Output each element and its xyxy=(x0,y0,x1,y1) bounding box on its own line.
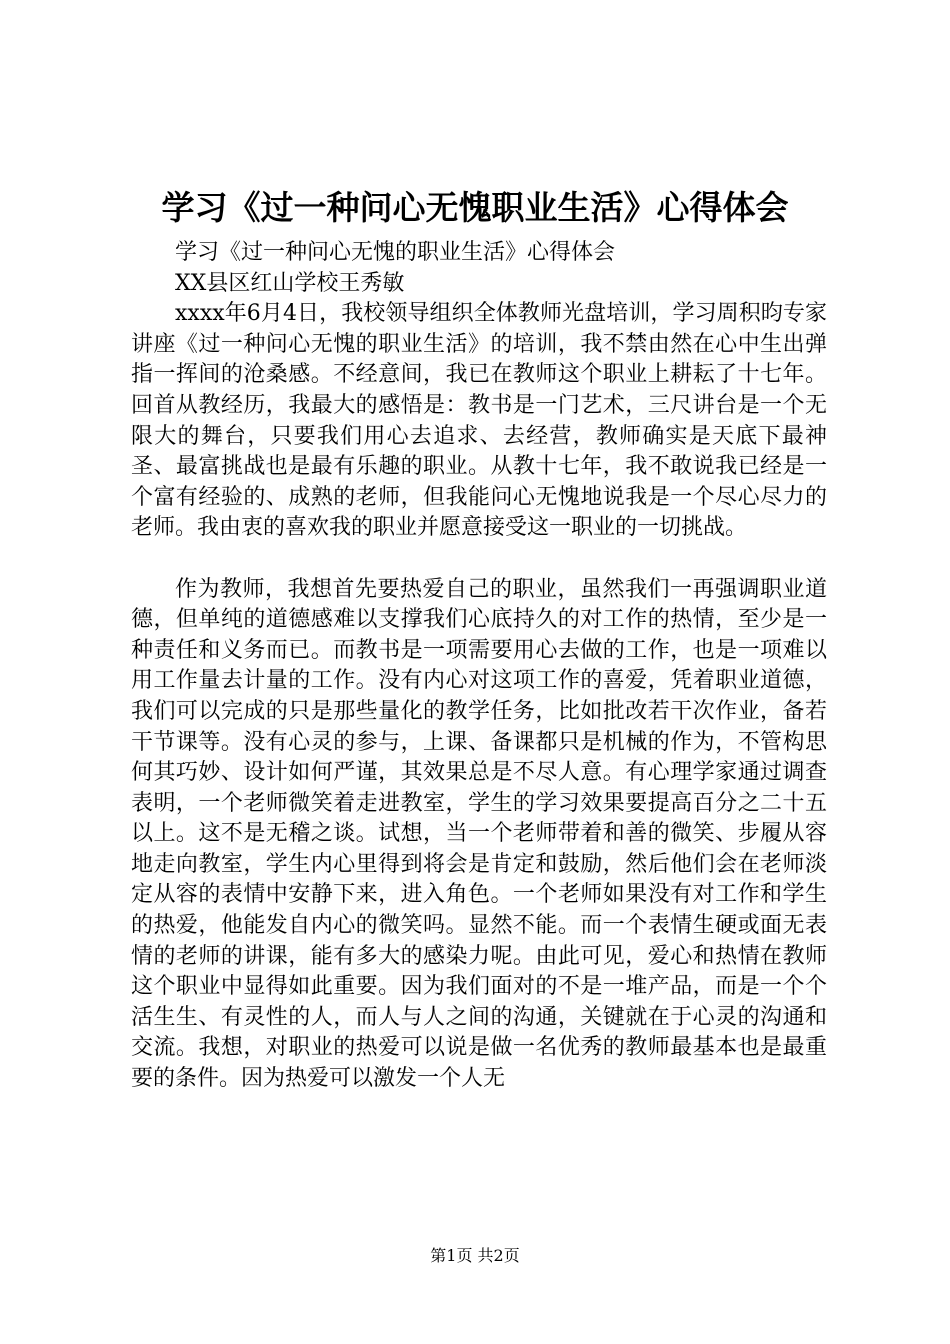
subtitle-line: 学习《过一种问心无愧的职业生活》心得体会 xyxy=(175,240,616,265)
paragraph-intro: xxxx年6月4日，我校领导组织全体教师光盘培训，学习周积昀专家讲座《过一种问心无愧的职业生活》的培训，我不禁由然在心中生出弹指一挥间的沧桑感。不经意间，我已在教师这个职业上耕耘了十七年。回首从教经历，我最大的感悟是：教书是一门艺术，三尺讲台是一个无限大的舞台，只要我们用心去追求、去经营，教师确实是天底下最神圣、最富挑战也是最有乐趣的职业。从教十七年，我不敢说我已经是一个富有经验的、成熟的老师，但我能问心无愧地说我是一个尽心尽力的老师。我由衷的喜欢我的职业并愿意接受这一职业的一切挑战。 xyxy=(131,301,827,541)
page-number-footer: 第1页 共2页 xyxy=(430,1246,520,1265)
document-body xyxy=(131,238,827,1095)
author-line: XX县区红山学校王秀敏 xyxy=(175,270,405,296)
document-title: 学习《过一种问心无愧职业生活》心得体会 xyxy=(161,188,789,227)
paragraph-main: 作为教师，我想首先要热爱自己的职业，虽然我们一再强调职业道德，但单纯的道德感难以支撑我们心底持久的对工作的热情，至少是一种责任和义务而已。而教书是一项需要用心去做的工作，也是一项难以用工作量去计量的工作。没有内心对这项工作的喜爱，凭着职业道德，我们可以完成的只是那些量化的教学任务，比如批改若干次作业，备若干节课等。没有心灵的参与，上课、备课都只是机械的作为，不管构思何其巧妙、设计如何严谨，其效果总是不尽人意。有心理学家通过调查表明，一个老师微笑着走进教室，学生的学习效果要提高百分之二十五以上。这不是无稽之谈。试想，当一个老师带着和善的微笑、步履从容地走向教室，学生内心里得到将会是肯定和鼓励，然后他们会在老师淡定从容的表情中安静下来，进入角色。一个老师如果没有对工作和学生的热爱，他能发自内心的微笑吗。显然不能。而一个表情生硬或面无表情的老师的讲课，能有多大的感染力呢。由此可见，爱心和热情在教师这个职业中显得如此重要。因为我们面对的不是一堆产品，而是一个个活生生、有灵性的人，而人与人之间的沟通，关键就在于心灵的沟通和交流。我想，对职业的热爱可以说是做一名优秀的教师最基本也是最重要的条件。因为热爱可以激发一个人无 xyxy=(131,576,827,1092)
